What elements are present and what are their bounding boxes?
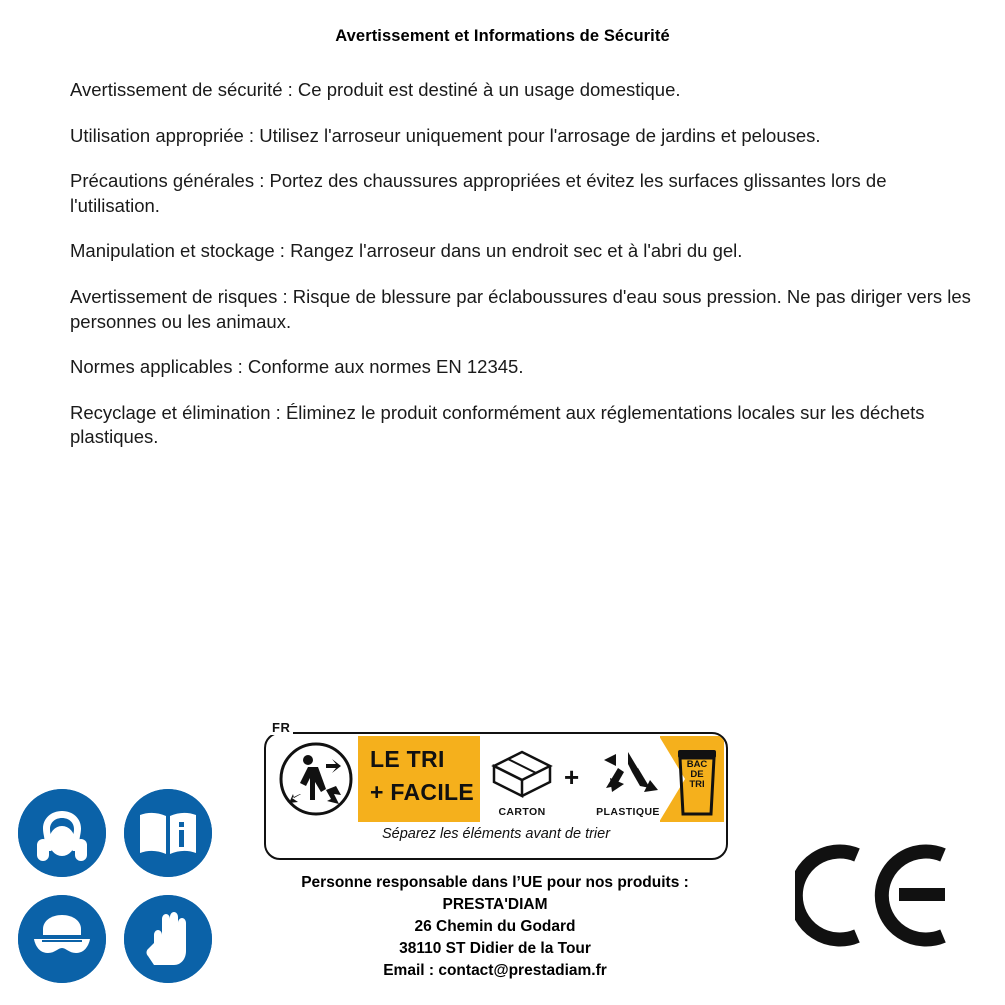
contact-email: Email : contact@prestadiam.fr (383, 962, 607, 979)
read-manual-icon (124, 789, 212, 877)
triman-plastique-caption: PLASTIQUE (596, 806, 660, 818)
safety-text-block (70, 78, 980, 471)
eye-protection-icon (18, 895, 106, 983)
paragraph-4: Manipulation et stockage : Rangez l'arroseur dans un endroit sec et à l'abri du gel. (70, 240, 743, 262)
paragraph-6: Normes applicables : Conforme aux normes EN 12345. (70, 356, 524, 378)
paragraph-2: Utilisation appropriée : Utilisez l'arroseur uniquement pour l'arrosage de jardins et pelouses. (70, 124, 821, 146)
address-line-2: 38110 ST Didier de la Tour (399, 940, 591, 957)
responsible-prefix: Personne responsable dans l’ (301, 874, 521, 891)
address-line-1: 26 Chemin du Godard (414, 918, 576, 935)
company-name: PRESTA'DIAM (442, 896, 548, 913)
triman-bin-icon (670, 742, 724, 822)
triman-footer-text: Séparez les éléments avant de trier (381, 826, 611, 842)
triman-bin-line3: TRI (689, 778, 705, 790)
ce-marking-icon (795, 843, 950, 948)
triman-headline-line1: LE TRI (370, 746, 445, 772)
triman-recycling-label (264, 722, 726, 858)
triman-bin-label (670, 760, 724, 790)
triman-country-code: FR (269, 720, 293, 735)
triman-headline (370, 748, 478, 804)
triman-carton-caption: CARTON (498, 806, 546, 818)
responsible-person-block (190, 872, 800, 982)
triman-carton-item (484, 744, 560, 820)
responsible-ue: UE (520, 874, 543, 891)
triman-plastique-item (586, 744, 670, 820)
page-title: Avertissement et Informations de Sécurité (335, 27, 670, 45)
paragraph-1: Avertissement de sécurité : Ce produit est destiné à un usage domestique. (70, 79, 681, 100)
ear-protection-icon (18, 789, 106, 877)
paragraph-3: Précautions générales : Portez des chaussures appropriées et évitez les surfaces glissantes lors de l'utilisation. (70, 170, 887, 216)
paragraph-7: Recyclage et élimination : Éliminez le produit conformément aux réglementations locales sur les déchets plastiques. (70, 401, 925, 448)
triman-plus-sign: + (564, 762, 580, 792)
triman-box (264, 732, 728, 860)
responsible-suffix: pour nos produits : (542, 874, 689, 891)
triman-headline-line2: + FACILE (370, 779, 475, 805)
triman-bin-line1: BAC (686, 759, 708, 770)
paragraph-5: Avertissement de risques : Risque de blessure par éclaboussures d'eau sous pression. Ne pas diriger vers les personnes ou les animaux. (70, 285, 971, 332)
triman-bin-line2: DE (690, 768, 704, 780)
responsible-person-line (190, 872, 800, 894)
triman-person-icon (278, 742, 354, 816)
